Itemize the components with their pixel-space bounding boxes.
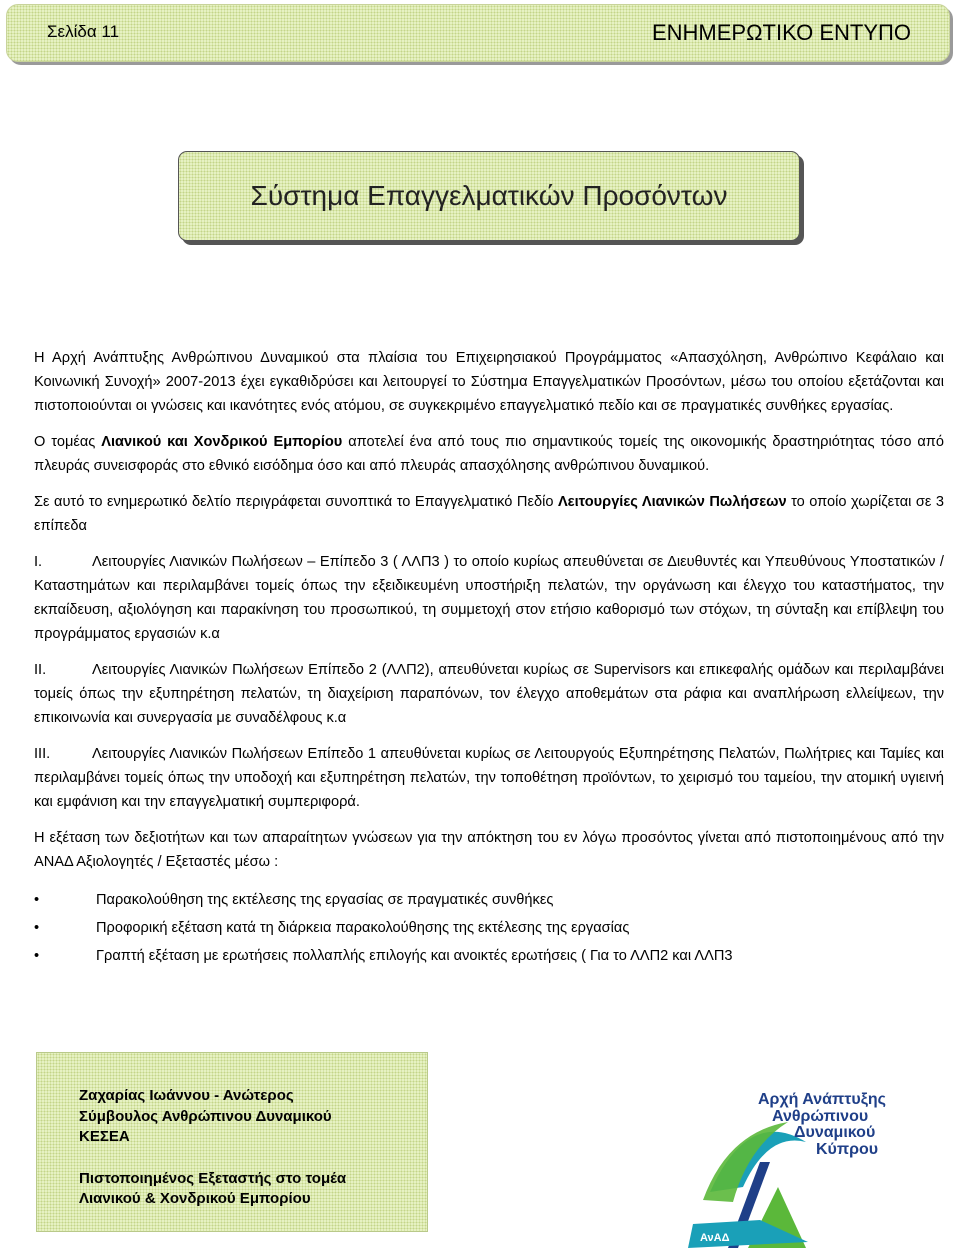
- newsletter-title: ΕΝΗΜΕΡΩΤΙΚΟ ΕΝΤΥΠΟ: [651, 20, 911, 45]
- article-body: [34, 346, 944, 972]
- author-sector: Λιανικού & Χονδρικού Εμπορίου: [79, 1190, 311, 1207]
- list-item: • Παρακολούθηση της εκτέλεσης της εργασίας σε πραγματικές συνθήκες: [34, 888, 944, 912]
- author-cert: Πιστοποιημένος Εξεταστής στο τομέα: [79, 1169, 347, 1187]
- sector-name: Λιανικού και Χονδρικού Εμπορίου: [101, 434, 343, 450]
- intro-paragraph: Η Αρχή Ανάπτυξης Ανθρώπινου Δυναμικού στα πλαίσια του Επιχειρησιακού Προγράμματος «Απασχόληση, Ανθρώπινο Κεφάλαιο και Κοινωνική Συνοχή» 2007-2013 έχει εγκαθιδρύσει και λειτουργεί το Σύστημα Επαγγελματικών Προσόντων, μέσω του οποίου εξετάζονται και πιστοποιούνται οι γνώσεις και ικανότητες ενός ατόμου, σε συγκεκριμένο επαγγελματικό πεδίο και σε πραγματικές συνθήκες εργασίας.: [34, 350, 944, 414]
- sector-paragraph: Ο τομέας Λιανικού και Χονδρικού Εμπορίου αποτελεί ένα από τους πιο σημαντικούς τομείς της οικονομικής δραστηριότητας τόσο από πλευράς συνεισφοράς στο εθνικό εισόδημα όσο και από πλευράς απασχόλησης ανθρώπινου δυναμικού.: [34, 434, 944, 474]
- exam-methods-list: [34, 888, 944, 968]
- bullet-icon: •: [34, 948, 40, 964]
- field-paragraph: Σε αυτό το ενημερωτικό δελτίο περιγράφεται συνοπτικά το Επαγγελματικό Πεδίο Λειτουργίες Λιανικών Πωλήσεων το οποίο χωρίζεται σε 3 επίπεδα: [34, 494, 945, 534]
- level-item: I. Λειτουργίες Λιανικών Πωλήσεων – Επίπεδο 3 ( ΛΛΠ3 ) το οποίο κυρίως απευθύνεται σε Διευθυντές και Υπευθύνους Υποστατικών / Καταστημάτων και περιλαμβάνει τομείς όπως την εξειδικευμένη υποστήριξη πελατών, την οργάνωση και έλεγχο του καταστήματος, την εκπαίδευση, αξιολόγηση και παρακίνηση του προσωπικού, τη συμμετοχή στον ετήσιο καθορισμό των στόχων, τη σύνταξη και επίβλεψη του προγράμματος εργασιών κ.α: [34, 554, 944, 642]
- bullet-icon: •: [34, 892, 40, 908]
- page-number: Σελίδα 11: [47, 22, 120, 41]
- author-name: Ζαχαρίας Ιωάννου - Ανώτερος: [79, 1087, 294, 1104]
- page-header: [6, 4, 950, 62]
- logo-badge: ΑνΑΔ: [700, 1232, 730, 1244]
- author-org: ΚΕΣΕΑ: [79, 1128, 130, 1145]
- level-item: II. Λειτουργίες Λιανικών Πωλήσεων Επίπεδο 2 (ΛΛΠ2), απευθύνεται κυρίως σε Supervisors και επικεφαλής ομάδων και περιλαμβάνει τομείς όπως την εξυπηρέτηση πελατών, τη διαχείριση παραπόνων, τον έλεγχο αποθεμάτων στα ράφια και αναπλήρωση ελλείψεων, την επικοινωνία και συνεργασία με συναδέλφους κ.α: [34, 662, 944, 726]
- list-item: • Προφορική εξέταση κατά τη διάρκεια παρακολούθησης της εκτέλεσης της εργασίας: [34, 916, 944, 940]
- anad-logo: Αρχή Ανάπτυξης Ανθρώπινου Δυναμικού Κύπρου ΑνΑΔ: [688, 1092, 948, 1248]
- author-box: [36, 1052, 428, 1232]
- author-role: Σύμβουλος Ανθρώπινου Δυναμικού: [79, 1107, 332, 1125]
- field-name: Λειτουργίες Λιανικών Πωλήσεων: [557, 494, 787, 510]
- section-banner: [178, 151, 800, 241]
- level-item: III. Λειτουργίες Λιανικών Πωλήσεων Επίπεδο 1 απευθύνεται κυρίως σε Λειτουργούς Εξυπηρέτησης Πελατών, Πωλήτριες και Ταμίες και περιλαμβάνει τομείς όπως την υποδοχή και εξυπηρέτηση πελατών, την τοποθέτηση προϊόντων, το χειρισμό του ταμείου, την ατομική υγιεινή και εμφάνιση και την επαγγελματική συμπεριφορά.: [34, 746, 944, 810]
- bullet-icon: •: [34, 920, 40, 936]
- list-item: • Γραπτή εξέταση με ερωτήσεις πολλαπλής επιλογής και ανοικτές ερωτήσεις ( Για το ΛΛΠ2 και ΛΛΠ3: [34, 944, 944, 968]
- banner-title: Σύστημα Επαγγελματικών Προσόντων: [250, 180, 728, 211]
- exam-paragraph: Η εξέταση των δεξιοτήτων και των απαραίτητων γνώσεων για την απόκτηση του εν λόγω προσόντος γίνεται από πιστοποιημένους από την ΑΝΑΔ Αξιολογητές / Εξεταστές μέσω :: [34, 830, 944, 870]
